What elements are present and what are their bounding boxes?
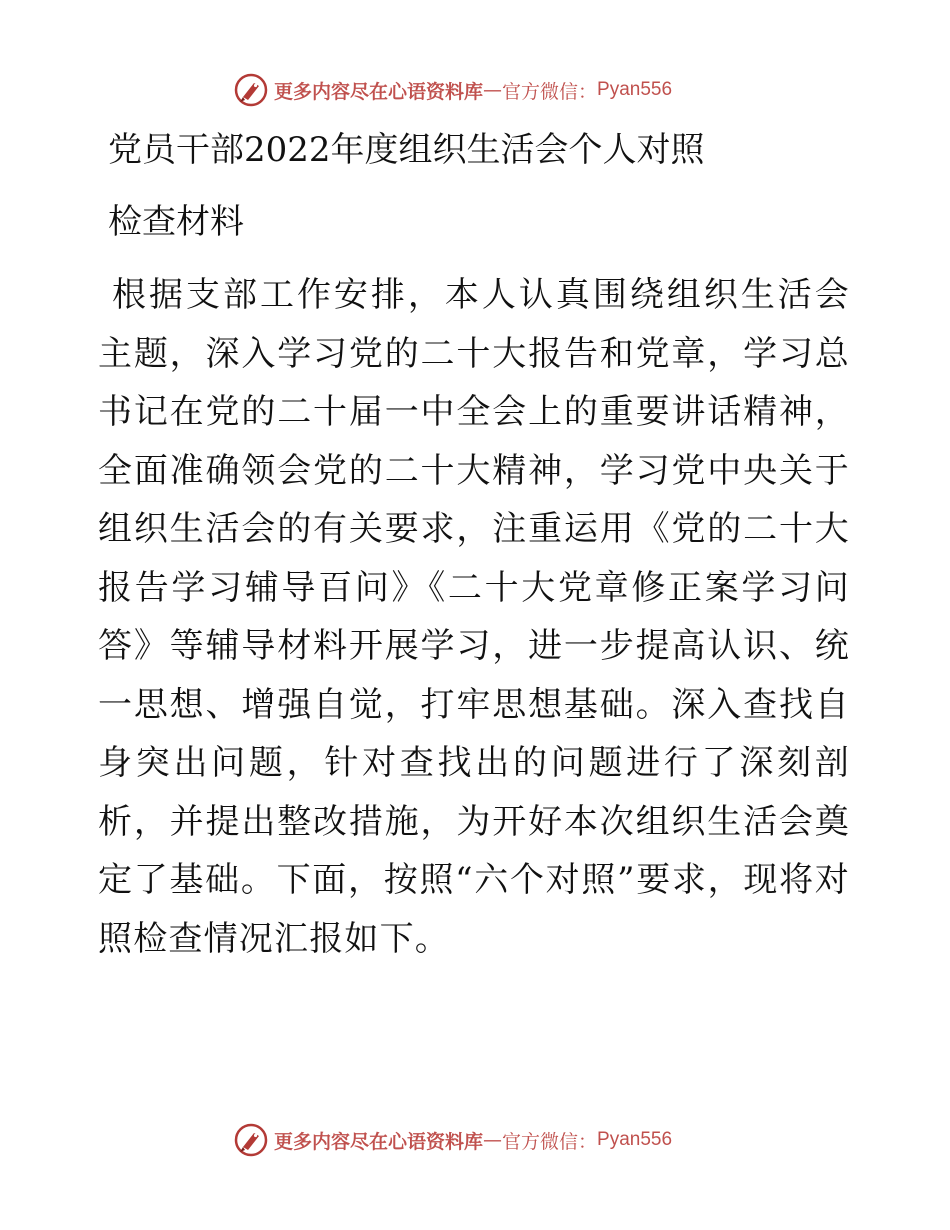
footer-dash: — xyxy=(483,1129,503,1151)
pen-nib-logo-icon xyxy=(234,73,268,107)
footer-brand: 更多内容尽在心语资料库 xyxy=(274,1130,484,1153)
pen-nib-logo-icon xyxy=(234,1123,268,1157)
banner-wechat-label: 官方微信： xyxy=(502,80,598,103)
header-banner xyxy=(234,72,672,108)
footer-banner xyxy=(234,1122,672,1158)
document-paragraph: 根据支部工作安排，本人认真围绕组织生活会主题，深入学习党的二十大报告和党章，学习总书记在党的二十届一中全会上的重要讲话精神，全面准确领会党的二十大精神，学习党中央关于组织生活会的有关要求，注重运用《党的二十大报告学习辅导百问》《二十大党章修正案学习问答》等辅导材料开展学习，进一步提高认识、统一思想、增强自觉，打牢思想基础。深入查找自身突出问题，针对查找出的问题进行了深刻剖析，并提出整改措施，为开好本次组织生活会奠定了基础。下面，按照“六个对照”要求，现将对照检查情况汇报如下。 xyxy=(98,275,850,959)
banner-account: Pyan556 xyxy=(597,79,673,100)
footer-account: Pyan556 xyxy=(597,1129,673,1150)
document-subtitle: 检查材料 xyxy=(108,202,244,242)
document-title: 党员干部2022年度组织生活会个人对照 xyxy=(108,130,705,170)
banner-brand: 更多内容尽在心语资料库 xyxy=(274,80,484,103)
banner-dash: — xyxy=(483,79,503,101)
footer-wechat-label: 官方微信： xyxy=(502,1130,598,1153)
